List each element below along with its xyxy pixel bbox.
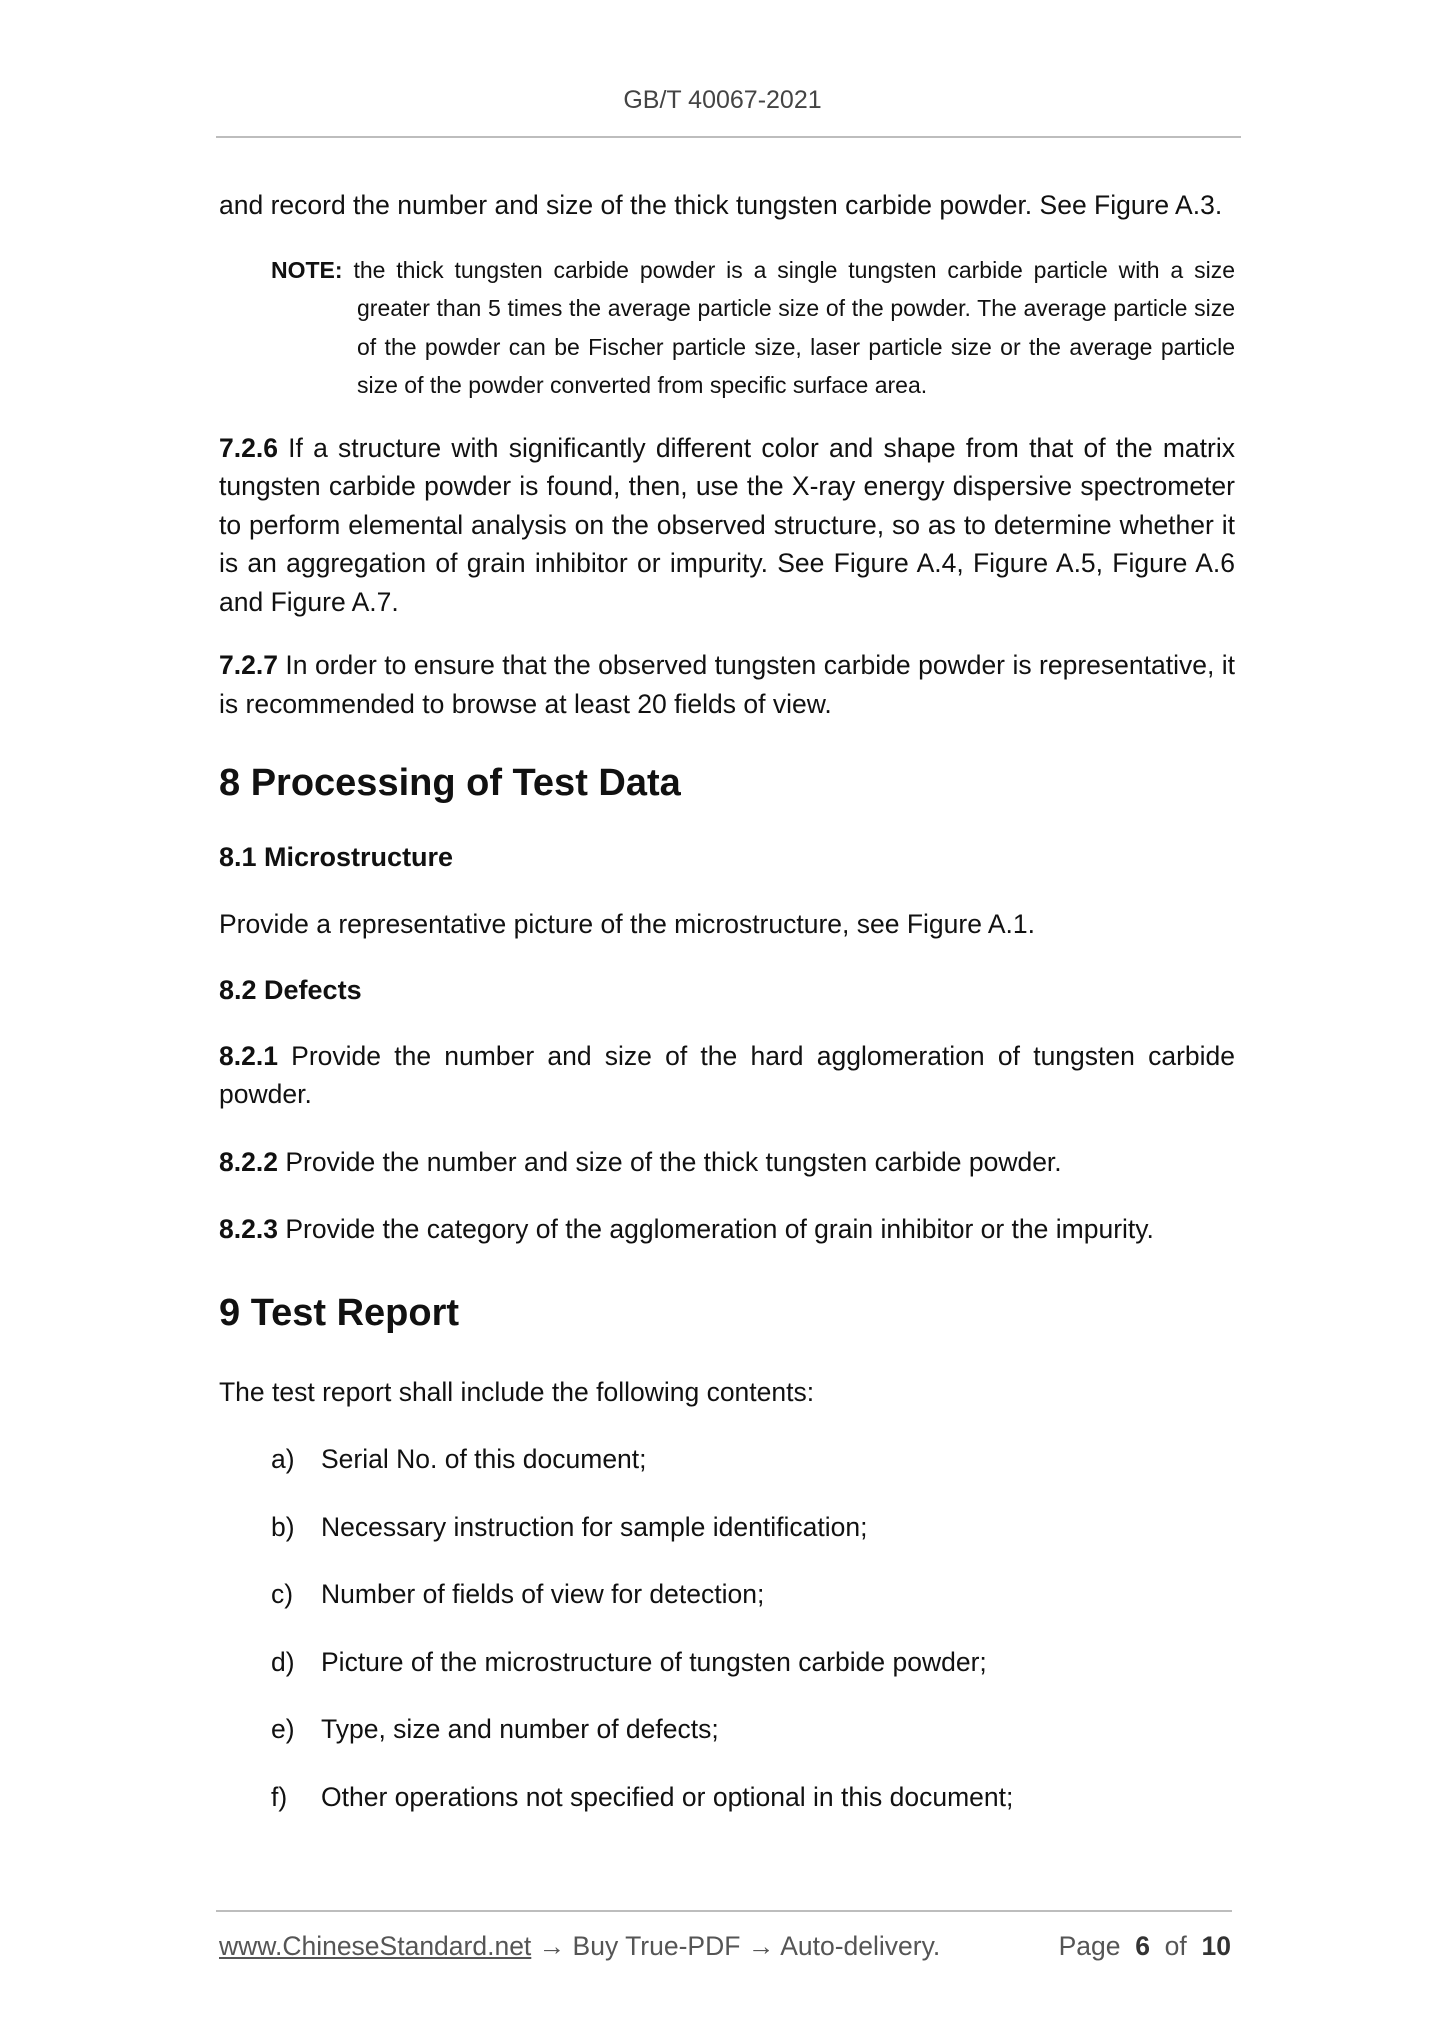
clause-number: 8.2.2 bbox=[219, 1146, 278, 1177]
list-text: Type, size and number of defects; bbox=[321, 1714, 719, 1744]
header-divider bbox=[216, 136, 1241, 138]
section-9-intro: The test report shall include the following contents: bbox=[219, 1376, 815, 1407]
list-item bbox=[271, 1710, 1235, 1749]
website-link[interactable]: www.ChineseStandard.net bbox=[219, 1931, 532, 1961]
clause-7-2-7 bbox=[219, 646, 1235, 723]
page-total: 10 bbox=[1201, 1931, 1231, 1961]
list-text: Serial No. of this document; bbox=[321, 1444, 647, 1474]
section-8-1-text: Provide a representative picture of the microstructure, see Figure A.1. bbox=[219, 909, 1036, 939]
clause-text: Provide the number and size of the hard agglomeration of tungsten carbide powder. bbox=[219, 1040, 1235, 1109]
list-marker: b) bbox=[271, 1511, 295, 1542]
list-marker: a) bbox=[271, 1444, 295, 1474]
header-document-id: GB/T 40067-2021 bbox=[623, 86, 822, 114]
delivery-text: Auto-delivery. bbox=[780, 1931, 941, 1961]
clause-8-2-1 bbox=[219, 1037, 1235, 1114]
intro-paragraph: and record the number and size of the thick tungsten carbide powder. See Figure A.3. bbox=[219, 190, 1223, 220]
list-text: Necessary instruction for sample identification; bbox=[321, 1511, 868, 1542]
section-9-heading: 9 Test Report bbox=[219, 1291, 460, 1334]
list-item bbox=[271, 1643, 1235, 1682]
list-marker: f) bbox=[271, 1781, 288, 1812]
list-marker: d) bbox=[271, 1646, 295, 1677]
clause-number: 8.2.3 bbox=[219, 1214, 278, 1244]
clause-number: 7.2.6 bbox=[219, 432, 278, 463]
list-item bbox=[271, 1440, 1235, 1479]
arrow-icon: → bbox=[538, 1931, 566, 1961]
section-8-1-heading: 8.1 Microstructure bbox=[219, 842, 454, 872]
list-text: Picture of the microstructure of tungsten carbide powder; bbox=[321, 1646, 987, 1677]
list-text: Other operations not specified or optional in this document; bbox=[321, 1781, 1014, 1812]
note-block bbox=[271, 251, 1235, 405]
list-item bbox=[271, 1508, 1235, 1547]
list-item bbox=[271, 1778, 1235, 1817]
report-contents-list bbox=[219, 1440, 1235, 1816]
clause-number: 8.2.1 bbox=[219, 1040, 278, 1071]
list-text: Number of fields of view for detection; bbox=[321, 1579, 765, 1609]
clause-8-2-3 bbox=[219, 1210, 1235, 1249]
section-8-2-heading: 8.2 Defects bbox=[219, 974, 362, 1005]
clause-text: Provide the number and size of the thick tungsten carbide powder. bbox=[285, 1146, 1062, 1177]
of-word: of bbox=[1164, 1931, 1187, 1961]
section-8-heading: 8 Processing of Test Data bbox=[219, 762, 681, 804]
page-indicator bbox=[1059, 1928, 1231, 1964]
clause-text: In order to ensure that the observed tungsten carbide powder is representative, it is recommended to browse at least 20 fields of view. bbox=[219, 650, 1235, 719]
clause-number: 7.2.7 bbox=[219, 650, 278, 680]
list-item bbox=[271, 1575, 1235, 1614]
clause-text: If a structure with significantly different color and shape from that of the matrix tungsten carbide powder is found, then, use the X-ray energy dispersive spectrometer to perform elemental analysis on the observed structure, so as to determine whether it is an aggregation of grain inhibitor or impurity. See Figure A.4, Figure A.5, Figure A.6 and Figure A.7. bbox=[219, 432, 1235, 617]
note-label: NOTE: bbox=[271, 256, 343, 283]
document-body bbox=[219, 186, 1235, 1816]
clause-8-2-2 bbox=[219, 1143, 1235, 1182]
list-marker: e) bbox=[271, 1714, 295, 1744]
list-marker: c) bbox=[271, 1579, 294, 1609]
clause-text: Provide the category of the agglomeration of grain inhibitor or the impurity. bbox=[285, 1214, 1154, 1244]
arrow-icon: → bbox=[747, 1931, 775, 1961]
note-text: the thick tungsten carbide powder is a single tungsten carbide particle with a size greater than 5 times the average particle size of the powder. The average particle size of the powder can be Fischer particle size, laser particle size or the average particle size of the powder converted from specific surface area. bbox=[353, 256, 1235, 398]
clause-7-2-6 bbox=[219, 429, 1235, 622]
footer-divider bbox=[216, 1910, 1232, 1912]
buy-text: Buy True-PDF bbox=[572, 1931, 741, 1961]
page-footer bbox=[219, 1928, 1231, 1964]
page-number: 6 bbox=[1135, 1931, 1150, 1961]
page-word: Page bbox=[1058, 1931, 1121, 1961]
